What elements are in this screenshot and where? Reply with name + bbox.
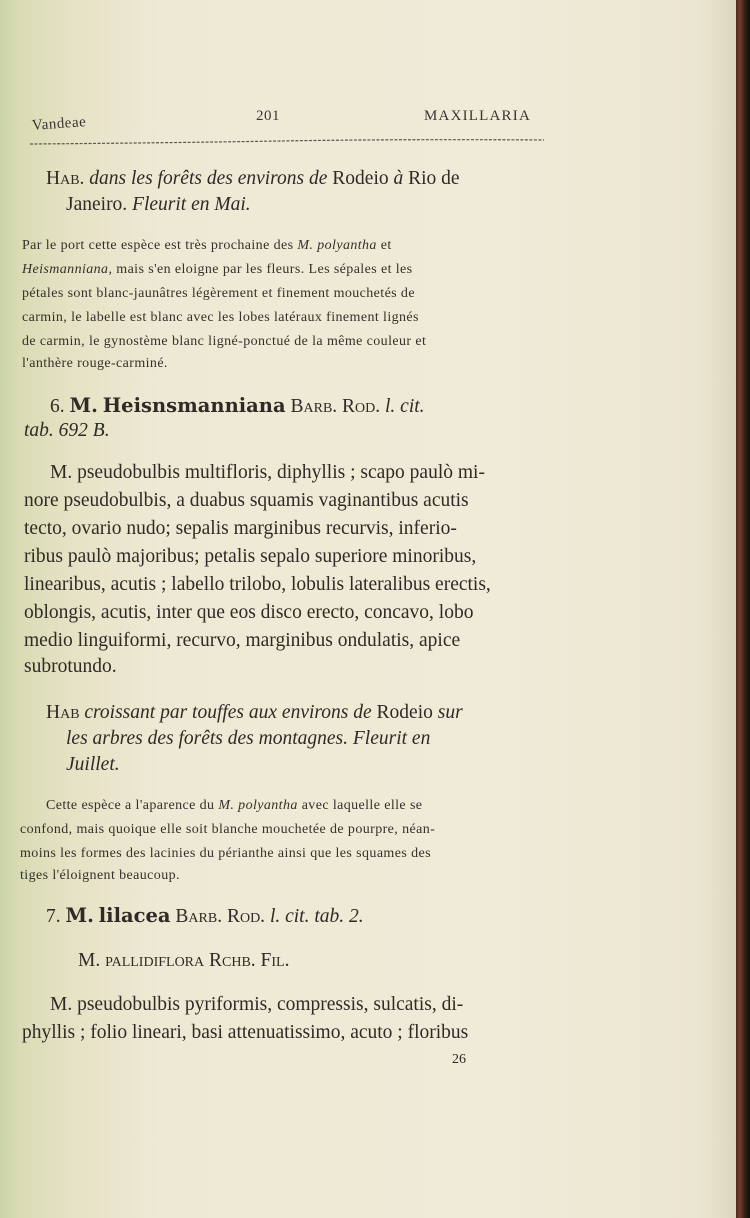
hab-6-line-3: Juillet. xyxy=(66,754,120,775)
running-head-right: MAXILLARIA xyxy=(424,108,531,124)
desc-6-line-4: ribus paulò majoribus; petalis sepalo superiore minoribus, xyxy=(24,546,477,567)
hab-6-line-2: les arbres des forêts des montagnes. Fleurit en xyxy=(66,728,431,749)
species-6-heading: 6. M. Heisnsmanniana Barb. Rod. l. cit. xyxy=(50,394,425,417)
note-2-line-3: moins les formes des lacinies du périanthe ainsi que les squames des xyxy=(20,846,431,861)
desc-7-line-2: phyllis ; folio lineari, basi attenuatissimo, acuto ; floribus xyxy=(22,1022,469,1043)
book-edge xyxy=(736,0,750,1218)
note-1-line-3: pétales sont blanc-jaunâtres légèrement et finement mouchetés de xyxy=(22,286,415,301)
species-7-heading: 7. M. lilacea Barb. Rod. l. cit. tab. 2. xyxy=(46,904,364,927)
hab-paragraph-1-line-2: Janeiro. Fleurit en Mai. xyxy=(66,194,251,215)
desc-6-line-8: subrotundo. xyxy=(24,656,117,677)
running-head-left: Vandeae xyxy=(31,114,87,134)
species-7-synonym: M. pallidiflora Rchb. Fil. xyxy=(78,950,290,971)
desc-7-line-1: M. pseudobulbis pyriformis, compressis, sulcatis, di- xyxy=(50,994,464,1015)
hab-paragraph-1-line-1: Hab. dans les forêts des environs de Rodeio à Rio de xyxy=(46,168,460,189)
species-6-plate: tab. 692 B. xyxy=(24,420,110,441)
note-2-line-4: tiges l'éloignent beaucoup. xyxy=(20,868,180,883)
desc-6-line-1: M. pseudobulbis multifloris, diphyllis ; scapo paulò mi- xyxy=(50,462,485,483)
note-2-line-1: Cette espèce a l'aparence du M. polyantha avec laquelle elle se xyxy=(46,798,423,813)
desc-6-line-7: medio linguiformi, recurvo, marginibus ondulatis, apice xyxy=(24,630,461,651)
desc-6-line-3: tecto, ovario nudo; sepalis marginibus recurvis, inferio- xyxy=(24,518,457,539)
note-1-line-2: Heismanniana, mais s'en eloigne par les fleurs. Les sépales et les xyxy=(22,262,413,277)
hab-6-line-1: Hab croissant par touffes aux environs de Rodeio sur xyxy=(46,702,463,723)
header-rule xyxy=(30,138,544,146)
note-1-line-1: Par le port cette espèce est très prochaine des M. polyantha et xyxy=(22,238,392,253)
desc-6-line-6: oblongis, acutis, inter que eos disco erecto, concavo, lobo xyxy=(24,602,474,623)
note-2-line-2: confond, mais quoique elle soit blanche mouchetée de pourpre, néan- xyxy=(20,822,436,837)
note-1-line-5: de carmin, le gynostème blanc ligné-ponctué de la même couleur et xyxy=(22,334,427,349)
signature-mark: 26 xyxy=(452,1052,466,1067)
desc-6-line-2: nore pseudobulbis, a duabus squamis vaginantibus acutis xyxy=(24,490,469,511)
note-1-line-4: carmin, le labelle est blanc avec les lobes latéraux finement lignés xyxy=(22,310,419,325)
note-1-line-6: l'anthère rouge-carminé. xyxy=(22,356,168,371)
page-number: 201 xyxy=(256,108,280,124)
desc-6-line-5: linearibus, acutis ; labello trilobo, lobulis lateralibus erectis, xyxy=(24,574,491,595)
